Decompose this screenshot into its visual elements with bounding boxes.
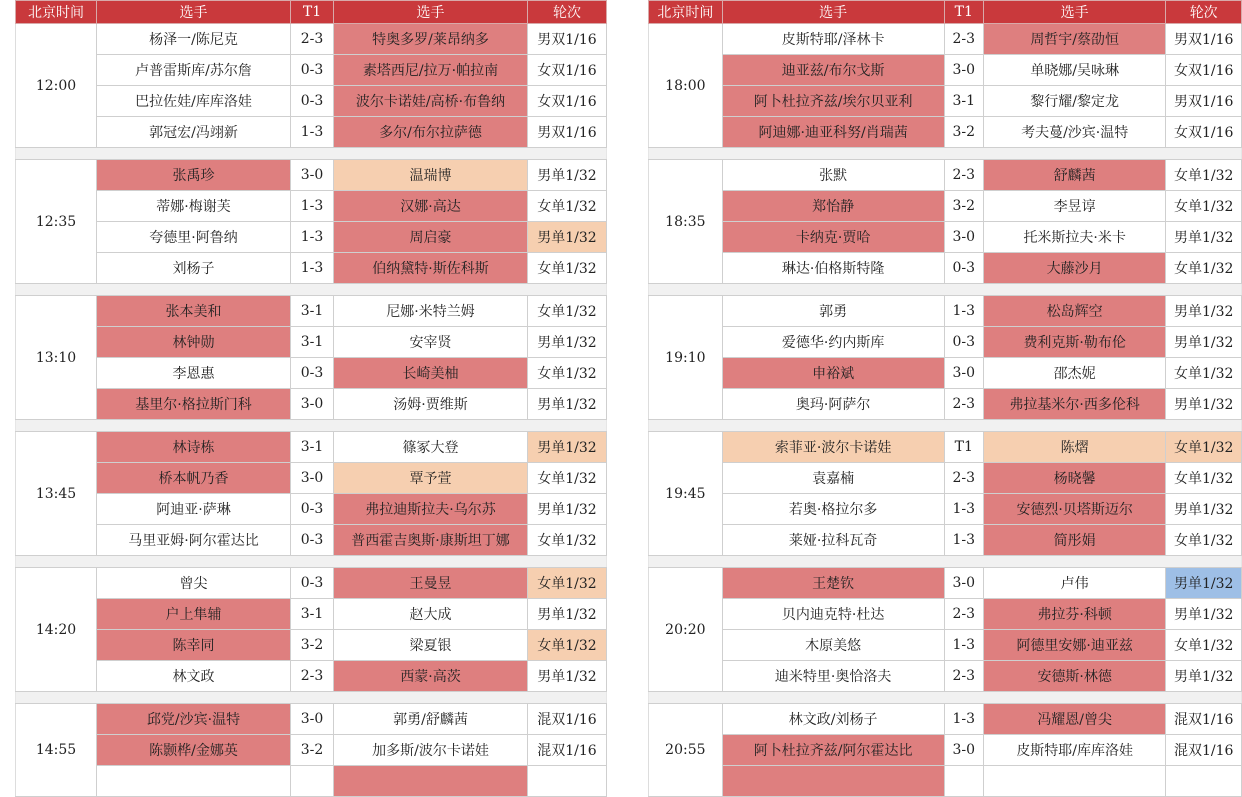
time-cell: 18:35 <box>649 160 723 284</box>
round-cell: 男单1/32 <box>1166 296 1242 327</box>
player-b-cell: 尼娜·米特兰姆 <box>334 296 528 327</box>
score-cell: 1-3 <box>944 704 983 735</box>
player-a-cell: 林文政 <box>97 661 291 692</box>
spacer-cell <box>649 148 1242 160</box>
player-b-cell: 托米斯拉夫·米卡 <box>983 222 1165 253</box>
score-cell: 1-3 <box>944 296 983 327</box>
player-b-cell: 普西霍吉奥斯·康斯坦丁娜 <box>334 525 528 556</box>
player-a-cell: 迪亚兹/布尔戈斯 <box>722 55 944 86</box>
round-cell: 混双1/16 <box>1166 704 1242 735</box>
match-row <box>16 160 607 191</box>
player-b-cell: 皮斯特耶/库库洛娃 <box>983 735 1165 766</box>
time-cell: 19:45 <box>649 432 723 556</box>
match-row <box>16 24 607 55</box>
player-b-cell: 费利克斯·勒布伦 <box>983 327 1165 358</box>
round-cell: 男单1/32 <box>528 661 607 692</box>
score-cell: 2-3 <box>291 661 334 692</box>
player-a-cell: 刘杨子 <box>97 253 291 284</box>
player-a-cell: 索菲亚·波尔卡诺娃 <box>722 432 944 463</box>
player-a-cell: 木原美悠 <box>722 630 944 661</box>
player-a-cell: 卡纳克·贾哈 <box>722 222 944 253</box>
match-row <box>649 599 1242 630</box>
player-b-cell: 杨晓馨 <box>983 463 1165 494</box>
round-cell: 男双1/16 <box>1166 86 1242 117</box>
match-row <box>649 568 1242 599</box>
group-spacer <box>16 692 607 704</box>
round-cell: 男单1/32 <box>528 432 607 463</box>
match-row <box>649 222 1242 253</box>
player-a-cell: 奥玛·阿萨尔 <box>722 389 944 420</box>
player-b-cell: 周启豪 <box>334 222 528 253</box>
match-row <box>649 253 1242 284</box>
player-b-cell: 长崎美柚 <box>334 358 528 389</box>
time-cell: 19:10 <box>649 296 723 420</box>
player-a-cell: 贝内迪克特·杜达 <box>722 599 944 630</box>
score-cell: 2-3 <box>944 24 983 55</box>
match-row <box>649 463 1242 494</box>
score-cell: 3-0 <box>944 55 983 86</box>
player-b-cell: 弗拉基米尔·西多伦科 <box>983 389 1165 420</box>
group-spacer <box>16 284 607 296</box>
player-a-cell: 马里亚姆·阿尔霍达比 <box>97 525 291 556</box>
match-row <box>16 735 607 766</box>
player-a-cell: 郭勇 <box>722 296 944 327</box>
player-a-cell: 巴拉佐娃/库库洛娃 <box>97 86 291 117</box>
player-b-cell: 邵杰妮 <box>983 358 1165 389</box>
match-row <box>16 222 607 253</box>
match-row <box>16 661 607 692</box>
round-cell: 男单1/32 <box>1166 568 1242 599</box>
score-cell: 3-0 <box>944 222 983 253</box>
match-row <box>16 327 607 358</box>
player-a-cell: 申裕斌 <box>722 358 944 389</box>
player-b-cell: 安宰贤 <box>334 327 528 358</box>
score-cell: 3-2 <box>291 630 334 661</box>
player-a-cell <box>97 766 291 797</box>
match-row <box>16 191 607 222</box>
round-cell: 女单1/32 <box>1166 253 1242 284</box>
round-cell: 男单1/32 <box>1166 222 1242 253</box>
player-a-cell: 林钟勋 <box>97 327 291 358</box>
header-t1: T1 <box>944 1 983 24</box>
match-row <box>16 568 607 599</box>
score-cell: 0-3 <box>291 568 334 599</box>
match-row <box>16 86 607 117</box>
round-cell: 女双1/16 <box>528 86 607 117</box>
score-cell: 2-3 <box>944 463 983 494</box>
player-a-cell: 阿迪亚·萨琳 <box>97 494 291 525</box>
time-cell: 14:20 <box>16 568 97 692</box>
player-a-cell: 若奥·格拉尔多 <box>722 494 944 525</box>
player-b-cell: 安德烈·贝塔斯迈尔 <box>983 494 1165 525</box>
player-b-cell: 大藤沙月 <box>983 253 1165 284</box>
player-a-cell: 陈幸同 <box>97 630 291 661</box>
round-cell: 男单1/32 <box>528 327 607 358</box>
spacer-cell <box>649 692 1242 704</box>
player-a-cell: 曾尖 <box>97 568 291 599</box>
player-b-cell: 卢伟 <box>983 568 1165 599</box>
player-b-cell: 素塔西尼/拉万·帕拉南 <box>334 55 528 86</box>
round-cell: 男单1/32 <box>1166 389 1242 420</box>
match-row <box>649 735 1242 766</box>
header-player-a: 选手 <box>722 1 944 24</box>
score-cell: 1-3 <box>291 253 334 284</box>
round-cell: 女单1/32 <box>1166 630 1242 661</box>
player-a-cell: 陈颢桦/金娜英 <box>97 735 291 766</box>
match-row <box>16 389 607 420</box>
header-player-b: 选手 <box>334 1 528 24</box>
time-cell: 14:55 <box>16 704 97 797</box>
player-b-cell: 汤姆·贾维斯 <box>334 389 528 420</box>
time-cell: 20:55 <box>649 704 723 797</box>
round-cell: 混双1/16 <box>528 735 607 766</box>
round-cell: 女单1/32 <box>1166 432 1242 463</box>
match-row <box>649 55 1242 86</box>
round-cell: 男单1/32 <box>1166 661 1242 692</box>
player-a-cell: 夸德里·阿鲁纳 <box>97 222 291 253</box>
round-cell: 男双1/16 <box>528 24 607 55</box>
score-cell: 3-1 <box>291 599 334 630</box>
round-cell: 男双1/16 <box>1166 24 1242 55</box>
player-b-cell: 考夫蔓/沙宾·温特 <box>983 117 1165 148</box>
round-cell: 女单1/32 <box>528 296 607 327</box>
player-b-cell: 黎行耀/黎定龙 <box>983 86 1165 117</box>
round-cell: 男单1/32 <box>1166 494 1242 525</box>
group-spacer <box>16 420 607 432</box>
schedule-body-left <box>16 24 607 797</box>
round-cell: 男单1/32 <box>1166 327 1242 358</box>
score-cell: 3-0 <box>944 358 983 389</box>
player-b-cell: 弗拉芬·科顿 <box>983 599 1165 630</box>
match-row <box>16 358 607 389</box>
player-a-cell: 邱党/沙宾·温特 <box>97 704 291 735</box>
player-a-cell: 林诗栋 <box>97 432 291 463</box>
score-cell: 3-0 <box>291 463 334 494</box>
player-a-cell: 莱娅·拉科瓦奇 <box>722 525 944 556</box>
score-cell: 3-0 <box>944 735 983 766</box>
match-row <box>16 525 607 556</box>
time-cell: 20:20 <box>649 568 723 692</box>
score-cell: 0-3 <box>291 525 334 556</box>
score-cell: 3-1 <box>291 327 334 358</box>
player-a-cell: 基里尔·格拉斯门科 <box>97 389 291 420</box>
match-row <box>16 704 607 735</box>
spacer-cell <box>16 148 607 160</box>
player-a-cell: 李恩惠 <box>97 358 291 389</box>
round-cell: 混双1/16 <box>528 704 607 735</box>
match-row <box>649 766 1242 797</box>
player-b-cell: 覃予萱 <box>334 463 528 494</box>
spacer-cell <box>16 420 607 432</box>
player-b-cell: 赵大成 <box>334 599 528 630</box>
player-a-cell: 皮斯特耶/泽林卡 <box>722 24 944 55</box>
spacer-cell <box>16 284 607 296</box>
player-a-cell: 张禹珍 <box>97 160 291 191</box>
header-round: 轮次 <box>528 1 607 24</box>
match-row <box>16 253 607 284</box>
spacer-cell <box>16 692 607 704</box>
player-b-cell: 陈熠 <box>983 432 1165 463</box>
round-cell: 男单1/32 <box>528 494 607 525</box>
player-a-cell: 迪米特里·奥恰洛夫 <box>722 661 944 692</box>
schedule-table-left <box>15 0 607 797</box>
player-b-cell: 加多斯/波尔卡诺娃 <box>334 735 528 766</box>
score-cell: 3-1 <box>291 296 334 327</box>
match-row <box>16 494 607 525</box>
player-b-cell: 阿德里安娜·迪亚兹 <box>983 630 1165 661</box>
player-b-cell: 周哲宇/蔡劭恒 <box>983 24 1165 55</box>
score-cell: 3-0 <box>291 704 334 735</box>
match-row <box>649 704 1242 735</box>
player-b-cell: 波尔卡诺娃/高桥·布鲁纳 <box>334 86 528 117</box>
player-a-cell: 张默 <box>722 160 944 191</box>
player-b-cell: 松岛辉空 <box>983 296 1165 327</box>
round-cell: 女单1/32 <box>528 630 607 661</box>
round-cell: 女单1/32 <box>528 463 607 494</box>
score-cell: 3-2 <box>291 735 334 766</box>
round-cell: 女单1/32 <box>1166 525 1242 556</box>
score-cell: 3-0 <box>291 389 334 420</box>
player-b-cell: 梁夏银 <box>334 630 528 661</box>
round-cell: 女单1/32 <box>1166 463 1242 494</box>
player-a-cell: 郭冠宏/冯翊新 <box>97 117 291 148</box>
header-player-b: 选手 <box>983 1 1165 24</box>
match-row <box>649 630 1242 661</box>
spacer-cell <box>649 420 1242 432</box>
score-cell: 0-3 <box>291 494 334 525</box>
round-cell: 男单1/32 <box>528 160 607 191</box>
match-row <box>16 630 607 661</box>
header-t1: T1 <box>291 1 334 24</box>
player-b-cell: 舒麟茜 <box>983 160 1165 191</box>
player-a-cell: 阿卜杜拉齐兹/阿尔霍达比 <box>722 735 944 766</box>
player-a-cell: 袁嘉楠 <box>722 463 944 494</box>
player-a-cell: 爱德华·约内斯库 <box>722 327 944 358</box>
round-cell: 男单1/32 <box>1166 599 1242 630</box>
spacer-cell <box>16 556 607 568</box>
round-cell: 女单1/32 <box>528 191 607 222</box>
round-cell: 男单1/32 <box>528 222 607 253</box>
score-cell: 3-1 <box>944 86 983 117</box>
match-row <box>16 117 607 148</box>
round-cell: 女单1/32 <box>528 253 607 284</box>
match-row <box>649 389 1242 420</box>
schedule-table-right <box>648 0 1242 797</box>
player-b-cell: 特奥多罗/莱昂纳多 <box>334 24 528 55</box>
player-a-cell: 郑怡静 <box>722 191 944 222</box>
round-cell: 混双1/16 <box>1166 735 1242 766</box>
player-b-cell: 单晓娜/吴咏琳 <box>983 55 1165 86</box>
score-cell: 1-3 <box>291 191 334 222</box>
group-spacer <box>649 284 1242 296</box>
player-b-cell: 安德斯·林德 <box>983 661 1165 692</box>
group-spacer <box>16 148 607 160</box>
round-cell: 男双1/16 <box>528 117 607 148</box>
player-b-cell: 弗拉迪斯拉夫·乌尔苏 <box>334 494 528 525</box>
group-spacer <box>649 692 1242 704</box>
player-b-cell: 冯耀恩/曾尖 <box>983 704 1165 735</box>
schedule-body-right <box>649 24 1242 797</box>
header-player-a: 选手 <box>97 1 291 24</box>
player-b-cell <box>334 766 528 797</box>
player-a-cell: 卢普雷斯库/苏尔詹 <box>97 55 291 86</box>
player-b-cell: 汉娜·高达 <box>334 191 528 222</box>
score-cell: 0-3 <box>944 253 983 284</box>
round-cell: 女单1/32 <box>528 525 607 556</box>
match-row <box>649 525 1242 556</box>
match-row <box>16 296 607 327</box>
score-cell: 0-3 <box>944 327 983 358</box>
round-cell: 女单1/32 <box>1166 358 1242 389</box>
score-cell: 2-3 <box>944 599 983 630</box>
round-cell <box>528 766 607 797</box>
score-cell: 2-3 <box>944 389 983 420</box>
player-a-cell: 阿卜杜拉齐兹/埃尔贝亚利 <box>722 86 944 117</box>
match-row <box>16 463 607 494</box>
player-b-cell: 李昱谆 <box>983 191 1165 222</box>
score-cell: 1-3 <box>944 494 983 525</box>
score-cell <box>291 766 334 797</box>
player-a-cell <box>722 766 944 797</box>
score-cell: 1-3 <box>944 525 983 556</box>
header-time: 北京时间 <box>649 1 723 24</box>
round-cell: 女单1/32 <box>528 568 607 599</box>
spacer-cell <box>649 284 1242 296</box>
player-a-cell: 阿迪娜·迪亚科努/肖瑞茜 <box>722 117 944 148</box>
match-row <box>649 432 1242 463</box>
player-b-cell: 伯纳黛特·斯佐科斯 <box>334 253 528 284</box>
match-row <box>16 599 607 630</box>
player-a-cell: 户上隼辅 <box>97 599 291 630</box>
time-cell: 12:35 <box>16 160 97 284</box>
round-cell: 女双1/16 <box>1166 117 1242 148</box>
header-time: 北京时间 <box>16 1 97 24</box>
round-cell: 女单1/32 <box>1166 160 1242 191</box>
match-row <box>649 327 1242 358</box>
player-a-cell: 林文政/刘杨子 <box>722 704 944 735</box>
score-cell: 3-0 <box>291 160 334 191</box>
player-a-cell: 王楚钦 <box>722 568 944 599</box>
spacer-cell <box>649 556 1242 568</box>
player-a-cell: 杨泽一/陈尼克 <box>97 24 291 55</box>
match-row <box>649 117 1242 148</box>
group-spacer <box>649 556 1242 568</box>
score-cell: 3-1 <box>291 432 334 463</box>
match-row <box>649 661 1242 692</box>
round-cell: 女双1/16 <box>528 55 607 86</box>
score-cell: T1 <box>944 432 983 463</box>
match-row <box>649 160 1242 191</box>
match-row <box>649 358 1242 389</box>
player-b-cell: 简彤娟 <box>983 525 1165 556</box>
score-cell: 2-3 <box>291 24 334 55</box>
match-row <box>16 432 607 463</box>
match-row <box>16 766 607 797</box>
score-cell: 0-3 <box>291 358 334 389</box>
header-row <box>649 1 1242 24</box>
score-cell: 3-2 <box>944 191 983 222</box>
match-row <box>649 296 1242 327</box>
player-a-cell: 蒂娜·梅谢芙 <box>97 191 291 222</box>
match-row <box>649 24 1242 55</box>
match-row <box>16 55 607 86</box>
match-row <box>649 191 1242 222</box>
group-spacer <box>16 556 607 568</box>
round-cell: 男单1/32 <box>528 389 607 420</box>
match-row <box>649 494 1242 525</box>
player-b-cell <box>983 766 1165 797</box>
group-spacer <box>649 148 1242 160</box>
score-cell: 0-3 <box>291 55 334 86</box>
score-cell: 2-3 <box>944 160 983 191</box>
player-b-cell: 王曼昱 <box>334 568 528 599</box>
group-spacer <box>649 420 1242 432</box>
score-cell: 3-0 <box>944 568 983 599</box>
score-cell: 2-3 <box>944 661 983 692</box>
time-cell: 13:45 <box>16 432 97 556</box>
score-cell <box>944 766 983 797</box>
player-a-cell: 张本美和 <box>97 296 291 327</box>
round-cell <box>1166 766 1242 797</box>
header-round: 轮次 <box>1166 1 1242 24</box>
round-cell: 女单1/32 <box>528 358 607 389</box>
player-b-cell: 西蒙·高茨 <box>334 661 528 692</box>
score-cell: 1-3 <box>291 117 334 148</box>
player-b-cell: 篠冢大登 <box>334 432 528 463</box>
round-cell: 女单1/32 <box>1166 191 1242 222</box>
score-cell: 3-2 <box>944 117 983 148</box>
round-cell: 女双1/16 <box>1166 55 1242 86</box>
match-row <box>649 86 1242 117</box>
header-row <box>16 1 607 24</box>
score-cell: 1-3 <box>291 222 334 253</box>
player-a-cell: 琳达·伯格斯特隆 <box>722 253 944 284</box>
score-cell: 0-3 <box>291 86 334 117</box>
player-a-cell: 桥本帆乃香 <box>97 463 291 494</box>
score-cell: 1-3 <box>944 630 983 661</box>
time-cell: 13:10 <box>16 296 97 420</box>
player-b-cell: 多尔/布尔拉萨德 <box>334 117 528 148</box>
time-cell: 12:00 <box>16 24 97 148</box>
round-cell: 男单1/32 <box>528 599 607 630</box>
player-b-cell: 温瑞博 <box>334 160 528 191</box>
player-b-cell: 郭勇/舒麟茜 <box>334 704 528 735</box>
time-cell: 18:00 <box>649 24 723 148</box>
